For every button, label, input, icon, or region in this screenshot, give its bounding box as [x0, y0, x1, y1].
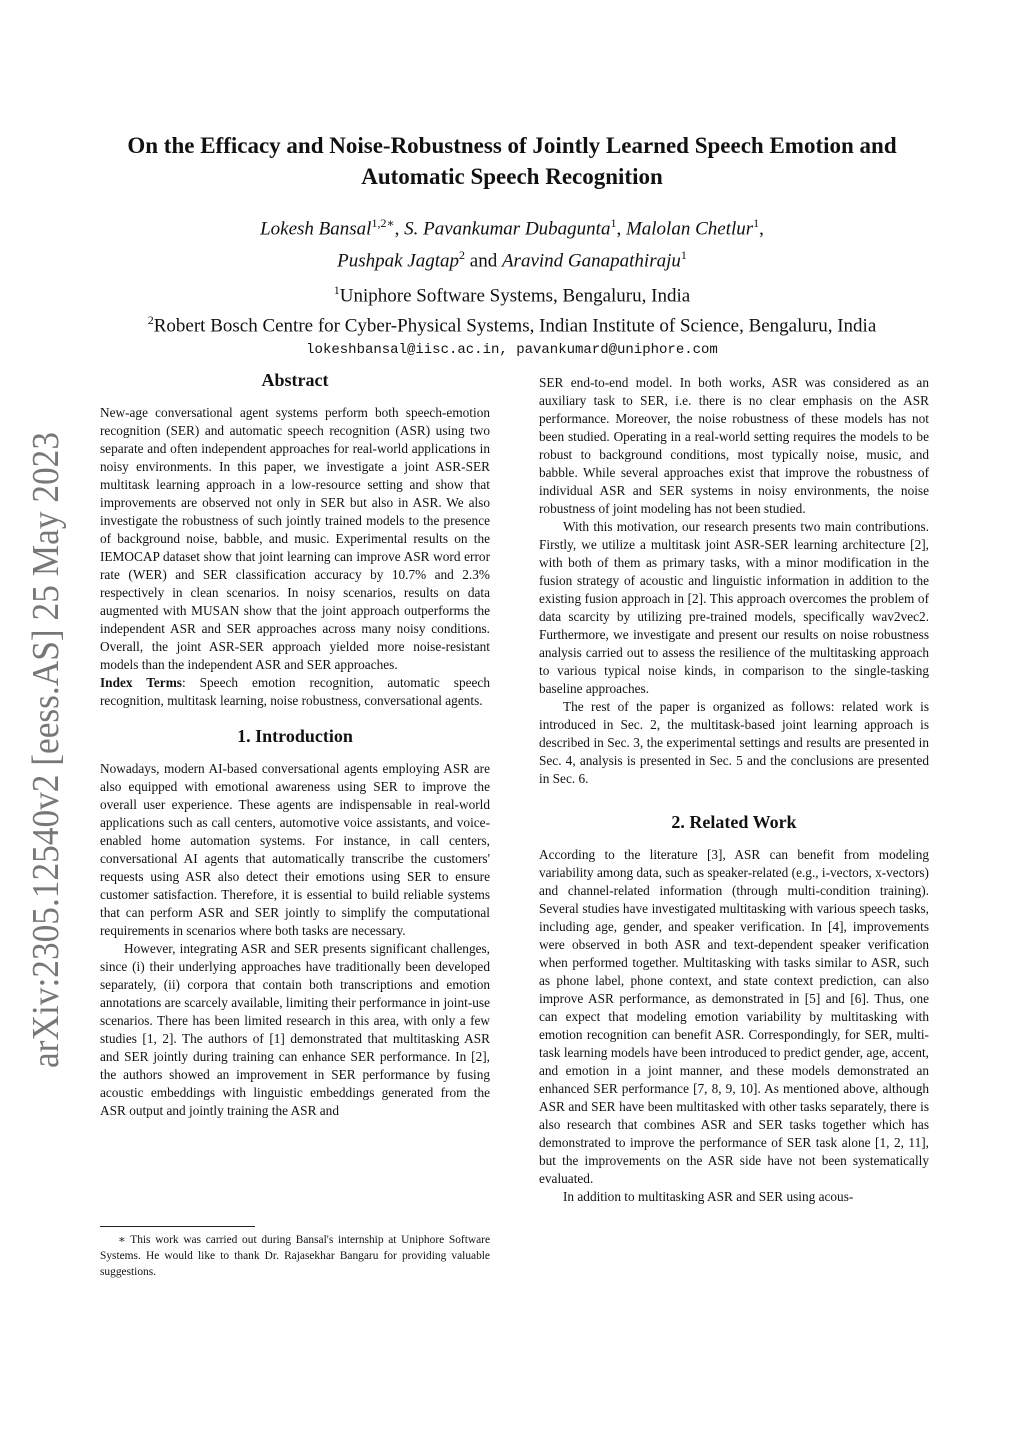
author-affiliation-mark: 1 [753, 216, 760, 230]
paper-title: On the Efficacy and Noise-Robustness of Jointly Learned Speech Emotion and Automatic Speech Recognition [127, 133, 897, 189]
affiliation-line [90, 278, 934, 308]
abstract-text: New-age conversational agent systems perform both speech-emotion recognition (SER) and automatic speech recognition (ASR) using two separate and often independent approaches for real-world applications in noisy environments. In this paper, we investigate a joint ASR-SER multitask learning approach in a low-resource setting and show that improvements are observed not only in SER but also in ASR. We also investigate the robustness of such jointly trained models to the presence of background noise, babble, and music. Experimental results on the IEMOCAP dataset show that joint learning can improve ASR word error rate (WER) and SER classification accuracy by 10.7% and 2.3% respectively in clean scenarios. In noisy scenarios, results on data augmented with MUSAN show that the joint approach outperforms the independent ASR and SER approaches across many noisy conditions. Overall, the joint ASR-SER approach yielded more noise-resistant models than the independent ASR and SER approaches. [100, 405, 490, 672]
footnote: ∗ This work was carried out during Bansal's internship at Uniphore Software Systems. He would like to thank Dr. Rajasekhar Bangaru for providing valuable suggestions. [100, 1234, 490, 1278]
related-work-heading: 2. Related Work [671, 812, 797, 832]
intro-paragraph-2-continued: SER end-to-end model. In both works, ASR was considered as an auxiliary task to SER, i.e. there is no clear emphasis on the ASR performance. Moreover, the noise robustness of these models has not been studied. Operating in a real-world setting requires the models to be robust to background conditions, most typically noise, music, and babble. While several approaches exist that improve the robustness of individual ASR and SER systems in noisy environments, the noise robustness of joint modeling has not been studied. [539, 375, 929, 516]
footnote-rule [100, 1226, 255, 1227]
author-conjunction: and [469, 250, 498, 272]
intro-paragraph-1: Nowadays, modern AI-based conversational agents employing ASR are also equipped with emotional awareness using SER to improve the overall user experience. These agents are indispensable in real-world applications such as call centers, automotive voice assistants, and voice-enabled home automation systems. For instance, in call centers, conversational AI agents that automatically transcribe the customers' requests using ASR also detect their emotions using SER to ensure customer satisfaction. Therefore, it is essential to build reliable systems that can perform ASR and SER jointly to simplify the computational requirements in scenarios where both tasks are necessary. [100, 761, 490, 938]
abstract-heading: Abstract [261, 370, 329, 390]
affiliation-text: Uniphore Software Systems, Bengaluru, India [339, 285, 691, 307]
index-terms [100, 674, 490, 710]
author-name: Lokesh Bansal [260, 218, 372, 240]
affiliation-line [90, 308, 934, 338]
author-name: Malolan Chetlur [625, 218, 754, 240]
affiliations [90, 278, 934, 361]
related-paragraph-1: According to the literature [3], ASR can benefit from modeling variability among data, such as speaker-related (e.g., i-vectors, x-vectors) and channel-related information (through multi-condition training). Several studies have investigated multitasking with various speech tasks, including age, gender, and speaker verification. In [4], improvements were observed in both ASR and text-dependent speaker verification when performed together. Multitasking with tasks similar to ASR, such as phone label, phone context, and state context prediction, can also improve ASR performance, as demonstrated in [5] and [6]. Thus, one can expect that modeling emotion variability by multitasking with emotion recognition can benefit ASR. Correspondingly, for SER, multi-task learning models have been introduced to predict gender, age, accent, and emotion in a joint manner, and these models demonstrated an enhanced SER performance [7, 8, 9, 10]. As mentioned above, although ASR and SER have been multitasked with other tasks separately, there is also research that combines ASR and SER tasks together which has demonstrated to improve the performance of SER task alone [1, 2, 11], but the improvements on the ASR side have not been systematically evaluated. [539, 847, 929, 1186]
author-name: Aravind Ganapathiraju [501, 250, 681, 272]
index-terms-text: : Speech emotion recognition, automatic speech recognition, multitask learning, noise robustness, conversational agents. [100, 675, 490, 708]
arxiv-id-text: arXiv:2305.12540v2 [eess.AS] 25 May 2023 [25, 430, 67, 1068]
affiliation-mark: 1 [333, 283, 340, 297]
author-emails: lokeshbansal@iisc.ac.in, pavankumard@uniphore.com [306, 341, 718, 358]
author-affiliation-mark: 1 [610, 216, 617, 230]
arxiv-stamp-svg [6, 430, 76, 1070]
intro-paragraph-4: The rest of the paper is organized as follows: related work is introduced in Sec. 2, the multitask-based joint learning approach is described in Sec. 3, the experimental settings and results are presented in Sec. 4, analysis is presented in Sec. 5 and the conclusions are presented in Sec. 6. [539, 699, 929, 786]
index-terms-label: Index Terms [100, 675, 182, 690]
left-column [100, 368, 490, 1120]
related-paragraph-2: In addition to multitasking ASR and SER using acous- [563, 1189, 854, 1204]
intro-paragraph-2: However, integrating ASR and SER presents significant challenges, since (i) their underlying approaches have traditionally been developed separately, (ii) corpora that contain both transcriptions and emotion annotations are scarcely available, limiting their performance in joint-use scenarios. There has been limited research in this area, with only a few studies [1, 2]. The authors of [1] demonstrated that multitasking ASR and SER jointly during training can enhance SER performance. In [2], the authors showed an improvement in SER performance by fusing acoustic embeddings with linguistic embeddings generated from the ASR output and jointly training the ASR and [100, 941, 490, 1118]
author-affiliation-mark: 1 [680, 248, 687, 263]
affiliation-text: Robert Bosch Centre for Cyber-Physical Systems, Indian Institute of Science, Bengaluru, India [153, 315, 877, 337]
author-affiliation-mark: 1,2∗ [371, 216, 395, 230]
author-list: Lokesh Bansal$^{1,2∗}$, S. Pavankumar Dubagunta$^1$, Malolan Chetlur$^1$, Pushpak Jagtap$^2$ and Aravind Ganapathiraju$^1$ [260, 216, 764, 272]
arxiv-identifier-stamp [6, 430, 76, 1070]
introduction-heading: 1. Introduction [237, 726, 353, 746]
author-name: S. Pavankumar Dubagunta [404, 218, 611, 240]
author-name: Pushpak Jagtap [337, 250, 460, 272]
author-affiliation-mark: 2 [459, 248, 466, 263]
affiliation-mark: 2 [147, 313, 154, 328]
intro-paragraph-3: With this motivation, our research presents two main contributions. Firstly, we utilize a multitask joint ASR-SER learning architecture [2], with both of them as primary tasks, with a minor modification in the fusion strategy of acoustic and linguistic information in addition to the existing fusion approach in [2]. This approach overcomes the problem of data scarcity by utilizing pre-trained models, specifically wav2vec2. Furthermore, we investigate and present our results on noise robustness analysis carried out to assess the resilience of the multitasking approach to various typical noise kinds, in comparison to the single-tasking baseline approaches. [539, 519, 929, 696]
right-column [539, 374, 929, 1206]
